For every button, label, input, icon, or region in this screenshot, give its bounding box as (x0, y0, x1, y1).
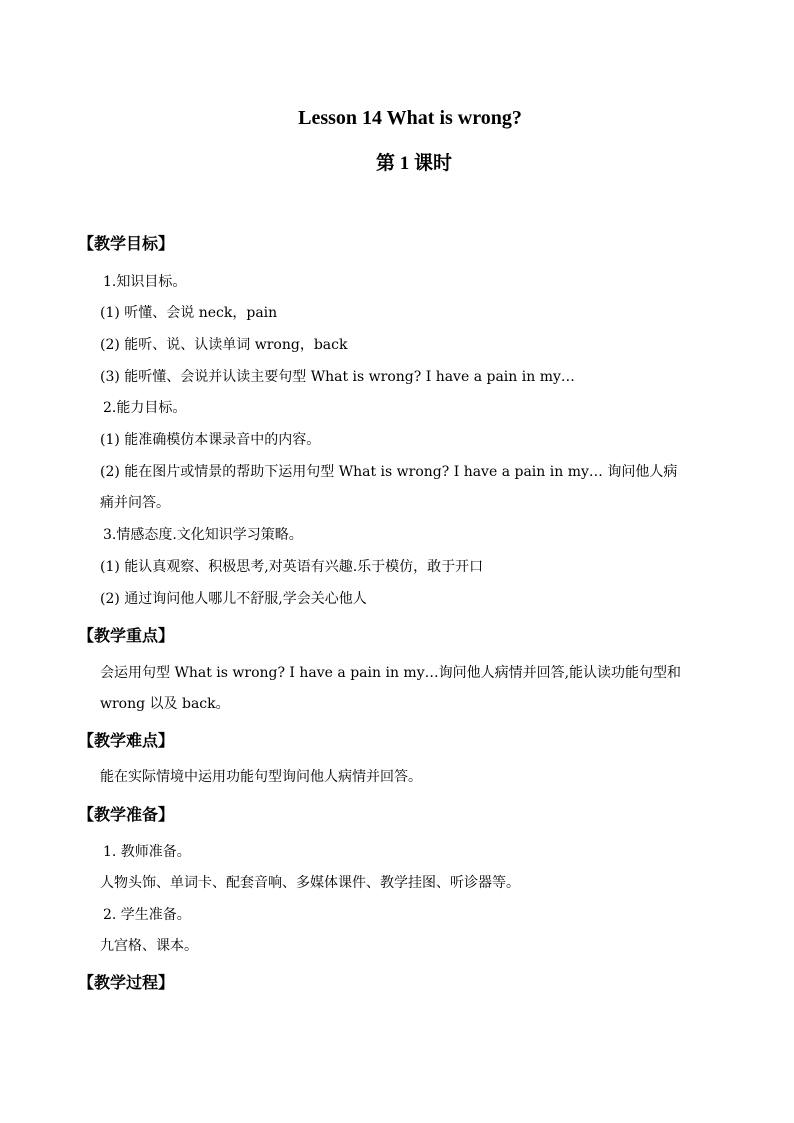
process-heading: 【教学过程】 (78, 973, 175, 992)
objective-line: (1) 能准确模仿本课录音中的内容。 (100, 432, 321, 448)
objective-line: (2) 能听、说、认读单词 wrong，back (100, 337, 348, 353)
objective-line: 1.知识目标。 (103, 274, 187, 290)
key-point-line: wrong 以及 back。 (100, 696, 230, 712)
preparation-line: 2. 学生准备。 (103, 907, 191, 923)
objective-line: (2) 能在图片或情景的帮助下运用句型 What is wrong? I have a pain in my… 询问他人病 (100, 464, 678, 480)
key-points-heading: 【教学重点】 (78, 626, 175, 645)
preparation-line: 1. 教师准备。 (103, 844, 191, 860)
preparation-heading: 【教学准备】 (78, 805, 175, 824)
key-point-line: 会运用句型 What is wrong? I have a pain in my…询问他人病情并回答,能认读功能句型和 (100, 665, 682, 681)
objective-line: (2) 通过询问他人哪儿不舒服,学会关心他人 (100, 591, 367, 607)
difficulties-heading: 【教学难点】 (78, 731, 175, 750)
lesson-title: Lesson 14 What is wrong? (298, 107, 522, 129)
objectives-heading: 【教学目标】 (78, 234, 175, 253)
preparation-line: 九宫格、课本。 (100, 938, 198, 954)
preparation-line: 人物头饰、单词卡、配套音响、多媒体课件、教学挂图、听诊器等。 (100, 875, 520, 891)
objective-line: (1) 听懂、会说 neck，pain (100, 305, 278, 321)
objective-line: 3.情感态度.文化知识学习策略。 (103, 527, 303, 543)
objective-line: 2.能力目标。 (103, 400, 187, 416)
difficulty-line: 能在实际情境中运用功能句型询问他人病情并回答。 (100, 769, 422, 785)
lesson-subtitle: 第 1 课时 (375, 153, 452, 174)
objective-line: (3) 能听懂、会说并认读主要句型 What is wrong? I have a pain in my… (100, 369, 575, 385)
objective-line: (1) 能认真观察、积极思考,对英语有兴趣.乐于模仿，敢于开口 (100, 559, 484, 575)
objective-line: 痛并问答。 (100, 495, 170, 511)
